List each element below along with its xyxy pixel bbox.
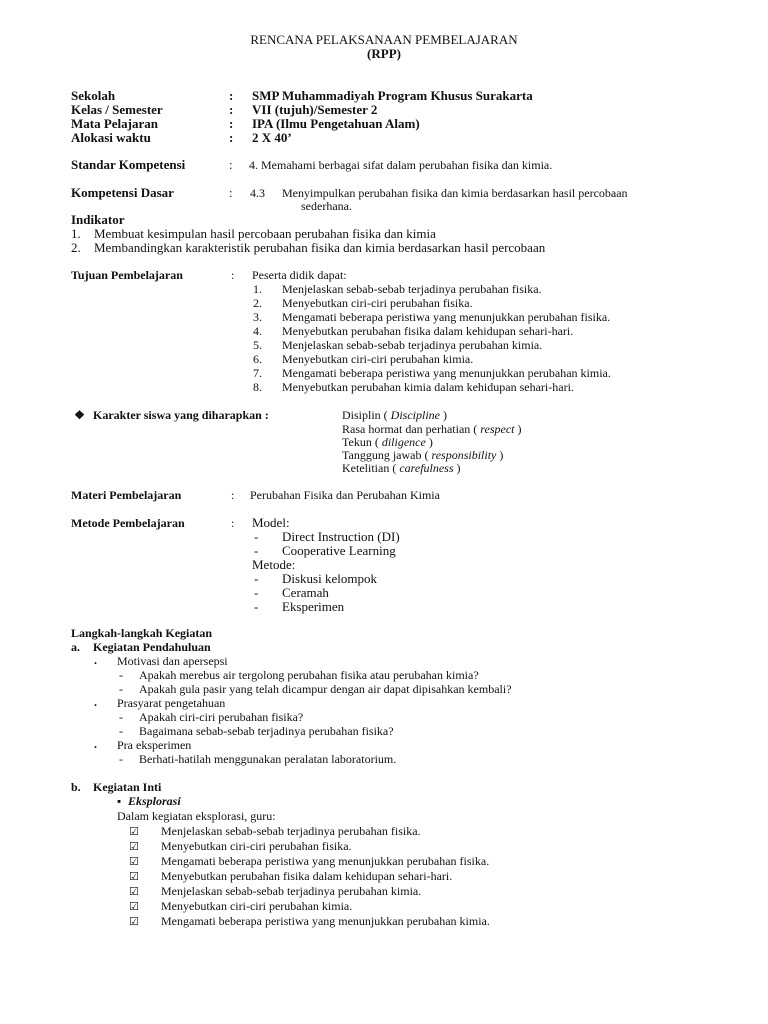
inti-item: Menjelaskan sebab-sebab terjadinya perubahan kimia. xyxy=(161,884,422,898)
colon: : xyxy=(231,516,235,530)
class-value: VII (tujuh)/Semester 2 xyxy=(252,102,378,117)
dot-bullet: . xyxy=(94,653,97,667)
section-a-letter: a. xyxy=(71,640,80,654)
tujuan-num: 3. xyxy=(253,310,262,324)
dash: - xyxy=(254,571,259,586)
method-item: Diskusi kelompok xyxy=(282,571,377,586)
tujuan-num: 4. xyxy=(253,324,262,338)
eksplorasi-intro: Dalam kegiatan eksplorasi, guru: xyxy=(117,809,276,823)
tujuan-item: Mengamati beberapa peristiwa yang menunjukkan perubahan kimia. xyxy=(282,366,611,380)
karakter-bullet xyxy=(74,409,85,422)
tujuan-num: 8. xyxy=(253,380,262,394)
colon: : xyxy=(229,157,233,172)
check-icon: ☑ xyxy=(129,915,139,928)
tujuan-num: 1. xyxy=(253,282,262,296)
dot-bullet: . xyxy=(94,737,97,751)
group-title: Motivasi dan apersepsi xyxy=(117,654,228,668)
colon: : xyxy=(229,185,233,200)
colon: : xyxy=(231,488,235,502)
langkah-heading: Langkah-langkah Kegiatan xyxy=(71,626,213,640)
colon: : xyxy=(229,116,234,131)
tujuan-num: 6. xyxy=(253,352,262,366)
metode-sublabel: Metode: xyxy=(252,557,296,572)
model-label: Model: xyxy=(252,515,290,530)
kompetensi-label: Kompetensi Dasar xyxy=(71,185,174,200)
kompetensi-text-cont: sederhana. xyxy=(301,199,352,213)
document-title: RENCANA PELAKSANAAN PEMBELAJARAN xyxy=(250,32,518,47)
tujuan-label: Tujuan Pembelajaran xyxy=(71,268,183,282)
tujuan-num: 7. xyxy=(253,366,262,380)
model-item: Direct Instruction (DI) xyxy=(282,529,400,544)
class-label: Kelas / Semester xyxy=(71,102,163,117)
kompetensi-text: Menyimpulkan perubahan fisika dan kimia berdasarkan hasil percobaan xyxy=(282,186,628,200)
group-title: Prasyarat pengetahuan xyxy=(117,696,226,710)
tujuan-item: Menyebutkan perubahan fisika dalam kehidupan sehari-hari. xyxy=(282,324,574,338)
dash: - xyxy=(119,710,123,724)
tujuan-item: Menjelaskan sebab-sebab terjadinya perubahan kimia. xyxy=(282,338,543,352)
karakter-item: Disiplin ( Discipline ) xyxy=(342,408,447,422)
dash: - xyxy=(119,752,123,766)
inti-item: Mengamati beberapa peristiwa yang menunjukkan perubahan fisika. xyxy=(161,854,490,868)
method-item: Eksperimen xyxy=(282,599,345,614)
tujuan-item: Menjelaskan sebab-sebab terjadinya perubahan fisika. xyxy=(282,282,542,296)
check-icon: ☑ xyxy=(129,840,139,853)
dash: - xyxy=(254,543,259,558)
inti-item: Menyebutkan perubahan fisika dalam kehidupan sehari-hari. xyxy=(161,869,453,883)
indikator-item: Membuat kesimpulan hasil percobaan perubahan fisika dan kimia xyxy=(94,226,436,241)
indikator-heading: Indikator xyxy=(71,212,125,227)
group-item: Bagaimana sebab-sebab terjadinya perubahan fisika? xyxy=(139,724,394,738)
group-title: Pra eksperimen xyxy=(117,738,192,752)
colon: : xyxy=(231,268,235,282)
tujuan-item: Menyebutkan perubahan kimia dalam kehidupan sehari-hari. xyxy=(282,380,574,394)
check-icon: ☑ xyxy=(129,900,139,913)
inti-item: Menyebutkan ciri-ciri perubahan kimia. xyxy=(161,899,353,913)
kompetensi-number: 4.3 xyxy=(250,186,265,200)
karakter-label: Karakter siswa yang diharapkan : xyxy=(93,408,269,422)
inti-item: Mengamati beberapa peristiwa yang menunjukkan perubahan kimia. xyxy=(161,914,490,928)
check-icon: ☑ xyxy=(129,855,139,868)
time-value: 2 X 40’ xyxy=(252,130,292,145)
standar-value: 4. Memahami berbagai sifat dalam perubahan fisika dan kimia. xyxy=(249,158,553,172)
group-item: Apakah ciri-ciri perubahan fisika? xyxy=(139,710,304,724)
school-label: Sekolah xyxy=(71,88,116,103)
colon: : xyxy=(229,130,234,145)
indikator-item: Membandingkan karakteristik perubahan fisika dan kimia berdasarkan hasil percobaan xyxy=(94,240,546,255)
group-item: Apakah gula pasir yang telah dicampur dengan air dapat dipisahkan kembali? xyxy=(139,682,512,696)
karakter-item: Tekun ( diligence ) xyxy=(342,435,433,449)
eksplorasi-heading: Eksplorasi xyxy=(128,794,181,808)
indikator-num: 2. xyxy=(71,240,81,255)
check-icon: ☑ xyxy=(129,825,139,838)
subject-value: IPA (Ilmu Pengetahuan Alam) xyxy=(252,116,420,131)
document-subtitle: (RPP) xyxy=(367,46,401,61)
colon: : xyxy=(229,102,234,117)
tujuan-num: 5. xyxy=(253,338,262,352)
group-item: Apakah merebus air tergolong perubahan fisika atau perubahan kimia? xyxy=(139,668,479,682)
dash: - xyxy=(119,682,123,696)
materi-value: Perubahan Fisika dan Perubahan Kimia xyxy=(250,488,440,502)
karakter-item: Ketelitian ( carefulness ) xyxy=(342,461,461,475)
section-a-title: Kegiatan Pendahuluan xyxy=(93,640,211,654)
karakter-item: Tanggung jawab ( responsibility ) xyxy=(342,448,504,462)
standar-label: Standar Kompetensi xyxy=(71,157,186,172)
metode-label: Metode Pembelajaran xyxy=(71,516,185,530)
dash: - xyxy=(119,724,123,738)
dash: - xyxy=(254,585,259,600)
tujuan-item: Menyebutkan ciri-ciri perubahan kimia. xyxy=(282,352,474,366)
tujuan-intro: Peserta didik dapat: xyxy=(252,268,347,282)
diamond-bullet-icon: ❖ xyxy=(74,408,85,422)
group-item: Berhati-hatilah menggunakan peralatan laboratorium. xyxy=(139,752,397,766)
dash: - xyxy=(119,668,123,682)
check-icon: ☑ xyxy=(129,870,139,883)
time-label: Alokasi waktu xyxy=(71,130,151,145)
section-b-letter: b. xyxy=(71,780,81,794)
dash: - xyxy=(254,599,259,614)
colon: : xyxy=(229,88,234,103)
square-bullet-icon: ▪ xyxy=(117,796,122,808)
inti-item: Menyebutkan ciri-ciri perubahan fisika. xyxy=(161,839,352,853)
indikator-num: 1. xyxy=(71,226,81,241)
method-item: Ceramah xyxy=(282,585,329,600)
model-item: Cooperative Learning xyxy=(282,543,396,558)
tujuan-num: 2. xyxy=(253,296,262,310)
tujuan-item: Mengamati beberapa peristiwa yang menunjukkan perubahan fisika. xyxy=(282,310,611,324)
karakter-item: Rasa hormat dan perhatian ( respect ) xyxy=(342,422,522,436)
school-value: SMP Muhammadiyah Program Khusus Surakarta xyxy=(252,88,533,103)
inti-item: Menjelaskan sebab-sebab terjadinya perubahan fisika. xyxy=(161,824,421,838)
dash: - xyxy=(254,529,259,544)
section-b-title: Kegiatan Inti xyxy=(93,780,162,794)
check-icon: ☑ xyxy=(129,885,139,898)
materi-label: Materi Pembelajaran xyxy=(71,488,182,502)
tujuan-item: Menyebutkan ciri-ciri perubahan fisika. xyxy=(282,296,473,310)
dot-bullet: . xyxy=(94,695,97,709)
subject-label: Mata Pelajaran xyxy=(71,116,159,131)
